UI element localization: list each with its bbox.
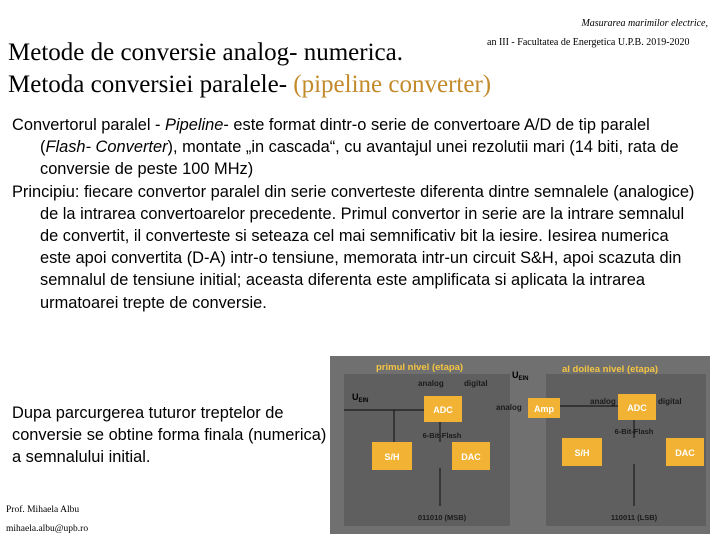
u-ein-label-stage1: $U_{EIN}$ [352,392,369,404]
amp-analog-label: analog [496,403,522,412]
slide-subtitle [8,70,491,100]
footer-author: Prof. Mihaela Albu [6,505,80,515]
p1-part-e: ), montate „in cascada“, cu avantajul unei rezolutii mari (14 biti, rata de conversie de peste 100 MHz) [40,138,679,179]
amp-text: Amp [534,404,554,414]
stage1-sh-text: S/H [384,452,400,462]
paragraph-principle: Principiu: fiecare convertor paralel din serie converteste diferenta dintre semnalele (analogice) de la intrarea convertoarelor precedente. Primul convertor in serie are la intrare semnalul de convertit, il converteste si seteaza cel mai semnificativ bit la iesire. Iesirea numerica este apoi convertita (D-A) intr-o tensiune, memorata intr-un circuit S&H, apoi scazuta din semnalul de tensiune initial; aceasta diferenta este amplificata si aplicata la intrarea urmatoarei trepte de conversie. [12,182,695,312]
subtitle-text: Metoda conversiei paralele- [8,71,294,98]
stage1-label: primul nivel (etapa) [376,362,464,373]
footer-email: mihaela.albu@upb.ro [6,524,89,534]
p1-part-a: Convertorul paralel - [12,116,166,134]
p1-part-c: - este format dintr-o serie de convertoare A/D de tip paralel ( [40,116,650,157]
subtitle-accent: (pipeline converter) [293,71,492,98]
paragraph-definition [12,114,702,181]
u-ein-label-stage2: $U_{EIN}$ [512,370,529,382]
stage1-digital-label: digital [464,379,488,388]
stage1-analog-label: analog [418,379,444,388]
stage2-label: al doilea nivel (etapa) [562,364,659,375]
stage2-adc-text: ADC [627,403,647,413]
slide-body [12,114,702,314]
stage2-dac-text: DAC [675,448,695,458]
msb-output-label: 011010 (MSB) [417,513,467,522]
stage1-flash-label: 6-Bit-Flash [422,431,462,440]
stage2-sh-text: S/H [574,448,590,458]
pipeline-diagram [330,356,710,534]
stage2-digital-label: digital [658,397,682,406]
header-affiliation: an III - Facultatea de Energetica U.P.B. 2019-2020 [487,37,690,48]
stage2-flash-label: 6-Bit-Flash [614,427,654,436]
stage2-analog-label: analog [590,397,616,406]
header-course: Masurarea marimilor electrice, [581,18,708,29]
slide-title: Metode de conversie analog- numerica. [8,39,403,66]
lsb-output-label: 110011 (LSB) [610,513,658,522]
p1-term-pipeline: Pipeline [165,116,224,134]
stage1-adc-text: ADC [433,405,453,415]
stage1-dac-text: DAC [461,452,481,462]
side-note: Dupa parcurgerea tuturor treptelor de conversie se obtine forma finala (numerica) a semnalului initial. [12,404,327,467]
p1-term-flash: Flash- Converter [45,138,168,157]
